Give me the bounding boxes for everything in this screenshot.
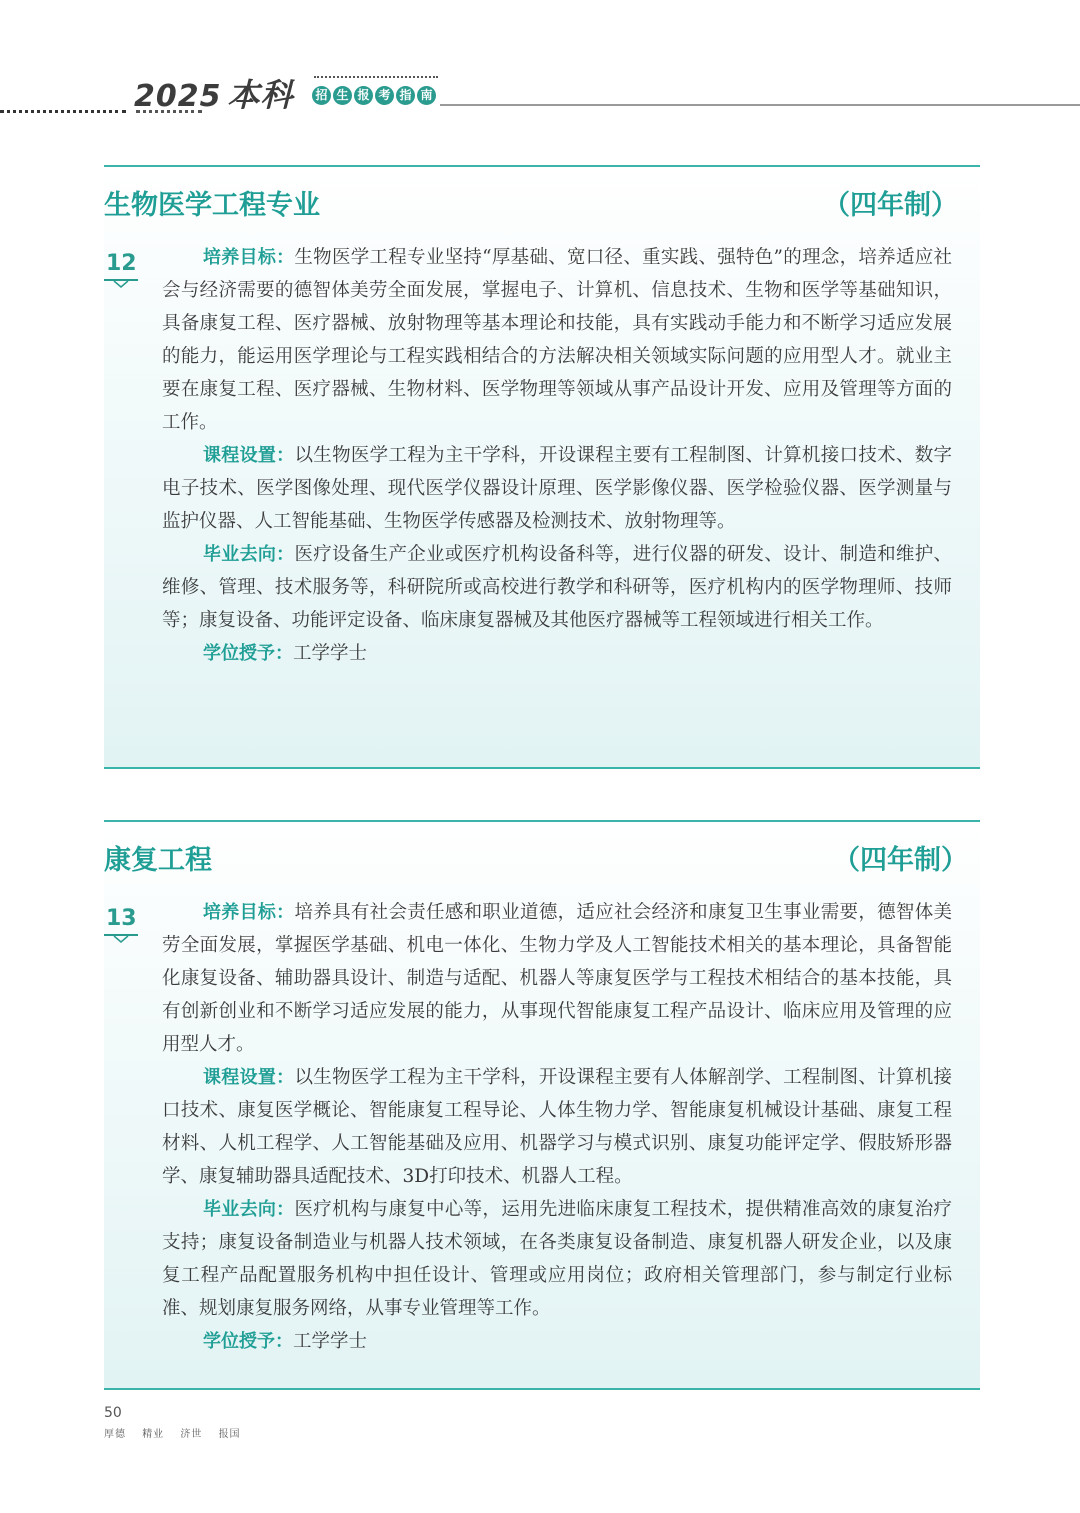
goal-paragraph (162, 241, 952, 439)
major-section-biomedical-engineering (104, 165, 980, 769)
degree-paragraph (162, 1325, 952, 1358)
course-label: 课程设置： (203, 445, 295, 466)
chevron-down-icon (113, 280, 129, 288)
subtitle-char: 南 (417, 86, 436, 105)
subtitle-char: 招 (312, 86, 331, 105)
subtitle-char: 考 (375, 86, 394, 105)
major-description (162, 241, 952, 670)
page-header (0, 0, 1080, 130)
course-text: 以生物医学工程为主干学科，开设课程主要有工程制图、计算机接口技术、数字电子技术、医学图像处理、现代医学仪器设计原理、医学影像仪器、医学检验仪器、医学测量与监护仪器、人工智能基础、生物医学传感器及检测技术、放射物理等。 (162, 445, 952, 532)
brochure-year: 2025 (134, 79, 222, 114)
motto-word: 精业 (142, 1429, 165, 1440)
motto-word: 厚德 (104, 1429, 126, 1440)
goal-text: 生物医学工程专业坚持“厚基础、宽口径、重实践、强特色”的理念，培养适应社会与经济需要的德智体美劳全面发展，掌握电子、计算机、信息技术、生物和医学等基础知识，具备康复工程、医疗器械、放射物理等基本理论和技能，具有实践动手能力和不断学习适应发展的能力，能运用医学理论与工程实践相结合的方法解决相关领域实际问题的应用型人才。就业主要在康复工程、医疗器械、生物材料、医学物理等领域从事产品设计开发、应用及管理等方面的工作。 (162, 247, 953, 433)
major-description (162, 896, 952, 1358)
major-duration: （四年制） (823, 190, 958, 221)
goal-label: 培养目标： (203, 247, 295, 268)
brochure-level: 本科 (227, 76, 294, 114)
degree-label: 学位授予： (203, 1331, 293, 1352)
major-title: 生物医学工程专业 (104, 190, 320, 221)
header-rule (440, 104, 1080, 106)
header-dotted-rule (314, 76, 438, 78)
degree-text: 工学学士 (293, 643, 368, 664)
goal-text: 培养具有社会责任感和职业道德，适应社会经济和康复卫生事业需要，德智体美劳全面发展，掌握医学基础、机电一体化、生物力学及人工智能技术相关的基本理论，具备智能化康复设备、辅助器具设计、制造与适配、机器人等康复医学与工程技术相结合的基本技能，具有创新创业和不断学习适应发展的能力，从事现代智能康复工程产品设计、临床应用及管理的应用型人才。 (162, 902, 952, 1055)
course-paragraph (162, 1061, 952, 1193)
motto-word: 济世 (180, 1429, 203, 1440)
major-number: 13 (106, 906, 137, 931)
career-paragraph (162, 538, 952, 637)
course-text: 以生物医学工程为主干学科，开设课程主要有人体解剖学、工程制图、计算机接口技术、康复医学概论、智能康复工程导论、人体生物力学、智能康复机械设计基础、康复工程材料、人机工程学、人工智能基础及应用、机器学习与模式识别、康复功能评定学、假肢矫形器学、康复辅助器具适配技术、3D打印技术、机器人工程。 (162, 1067, 952, 1187)
subtitle-char: 生 (333, 86, 352, 105)
page-number: 50 (104, 1405, 122, 1421)
major-section-rehabilitation-engineering (104, 820, 980, 1390)
degree-text: 工学学士 (293, 1331, 368, 1352)
career-paragraph (162, 1193, 952, 1325)
career-label: 毕业去向： (203, 544, 295, 565)
course-paragraph (162, 439, 952, 538)
header-dotted-rule-left (0, 110, 126, 113)
career-text: 医疗设备生产企业或医疗机构设备科等，进行仪器的研发、设计、制造和维护、维修、管理、技术服务等，科研院所或高校进行教学和科研等，医疗机构内的医学物理师、技师等；康复设备、功能评定设备、临床康复器械及其他医疗器械等工程领域进行相关工作。 (162, 544, 952, 631)
major-number: 12 (106, 251, 137, 276)
subtitle-char: 指 (396, 86, 415, 105)
chevron-down-icon (113, 935, 129, 943)
degree-paragraph (162, 637, 952, 670)
motto-word: 报国 (218, 1429, 241, 1440)
brochure-subtitle (312, 86, 436, 105)
footer-motto (104, 1425, 253, 1440)
major-duration: （四年制） (833, 845, 968, 876)
goal-paragraph (162, 896, 952, 1061)
career-label: 毕业去向： (203, 1199, 295, 1220)
major-title: 康复工程 (104, 845, 212, 876)
degree-label: 学位授予： (203, 643, 293, 664)
course-label: 课程设置： (203, 1067, 295, 1088)
subtitle-char: 报 (354, 86, 373, 105)
career-text: 医疗机构与康复中心等，运用先进临床康复工程技术，提供精准高效的康复治疗支持；康复设备制造业与机器人技术领域，在各类康复设备制造、康复机器人研发企业，以及康复工程产品配置服务机构中担任设计、管理或应用岗位；政府相关管理部门，参与制定行业标准、规划康复服务网络，从事专业管理等工作。 (162, 1199, 952, 1319)
goal-label: 培养目标： (203, 902, 295, 923)
header-dotted-rule-mid (136, 110, 202, 113)
